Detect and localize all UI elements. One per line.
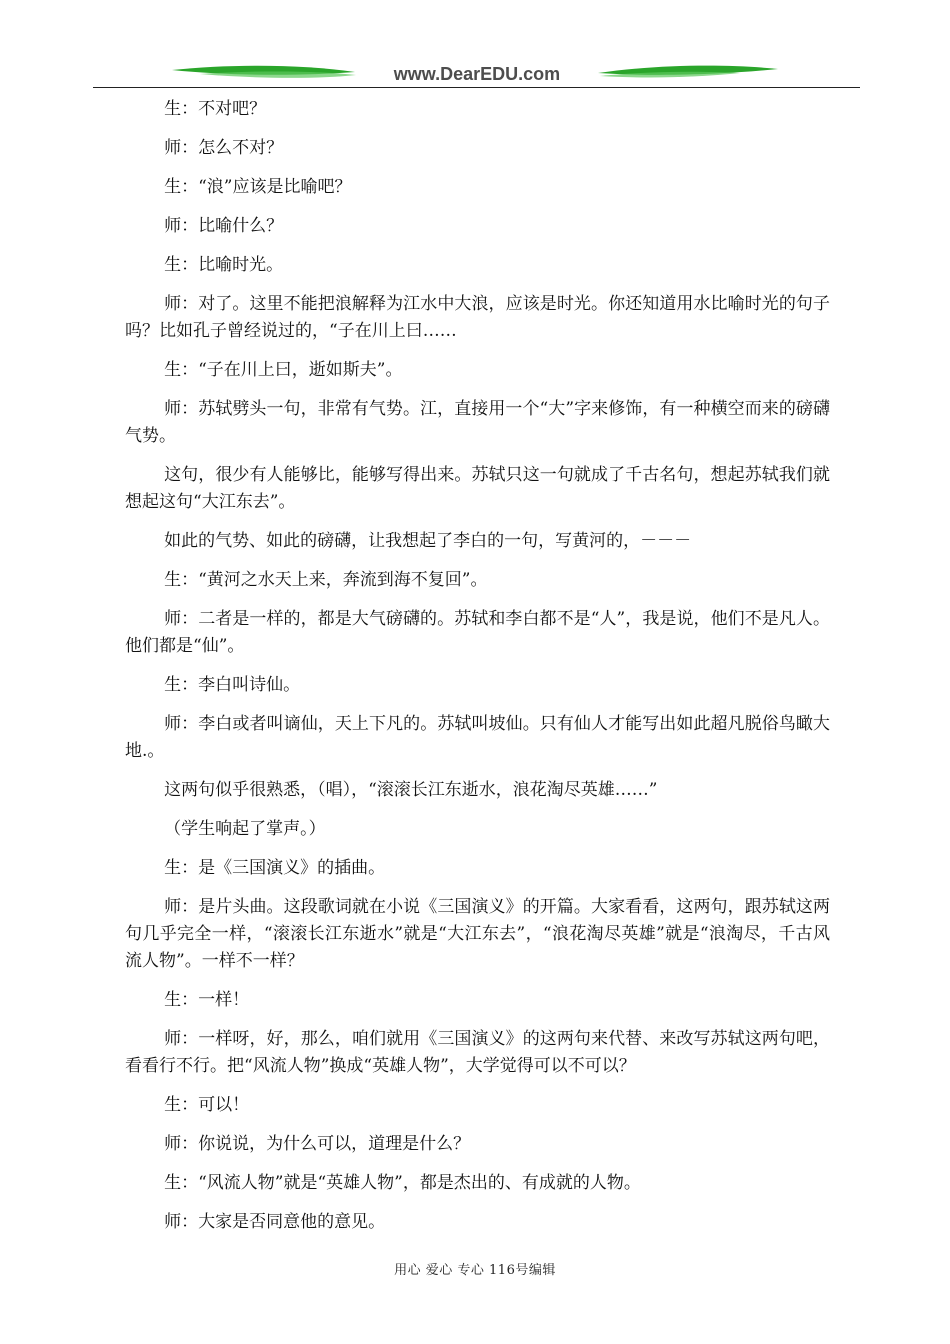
paragraph: 生：比喻时光。 (164, 255, 284, 275)
paragraph: 师：对了。这里不能把浪解释为江水中大浪，应该是时光。你还知道用水比喻时光的句子吗？比如孔子曾经说过的，“子在川上曰…… (125, 294, 830, 341)
paragraph: 师：二者是一样的，都是大气磅礴的。苏轼和李白都不是“人”，我是说，他们不是凡人。他们都是“仙”。 (125, 609, 830, 656)
paragraph: 生：不对吧？ (164, 99, 267, 119)
paragraph: 生：“风流人物”就是“英雄人物”，都是杰出的、有成就的人物。 (164, 1173, 641, 1193)
page-footer: 用心 爱心 专心 116号编辑 (394, 1263, 556, 1278)
paragraph: 师：你说说，为什么可以，道理是什么？ (164, 1134, 471, 1154)
paragraph: 生：“黄河之水天上来，奔流到海不复回”。 (164, 570, 488, 590)
paragraph: 师：苏轼劈头一句，非常有气势。江，直接用一个“大”字来修饰，有一种横空而来的磅礴气势。 (125, 399, 830, 446)
paragraph: 生：“浪”应该是比喻吧？ (164, 177, 352, 197)
paragraph: 这句，很少有人能够比，能够写得出来。苏轼只这一句就成了千古名句，想起苏轼我们就想起这句“大江东去”。 (125, 465, 830, 512)
paragraph: 师：比喻什么？ (164, 216, 284, 236)
paragraph: 师：是片头曲。这段歌词就在小说《三国演义》的开篇。大家看看，这两句，跟苏轼这两句几乎完全一样，“滚滚长江东逝水”就是“大江东去”，“浪花淘尽英雄”就是“浪淘尽，千古风流人物”。一样不一样？ (125, 897, 830, 971)
paragraph: 如此的气势、如此的磅礴，让我想起了李白的一句，写黄河的，－－－ (164, 531, 692, 551)
paragraph: 生：李白叫诗仙。 (164, 675, 301, 695)
site-logo-text: www.DearEDU.com (393, 64, 561, 84)
paragraph: 师：怎么不对？ (164, 138, 284, 158)
header-divider (93, 87, 860, 88)
paragraph: 生：一样！ (164, 990, 250, 1010)
paragraph: 师：李白或者叫谪仙，天上下凡的。苏轼叫坡仙。只有仙人才能写出如此超凡脱俗鸟瞰大地.。 (125, 714, 830, 761)
document-body (125, 96, 830, 1248)
paragraph: 生：可以！ (164, 1095, 250, 1115)
paragraph: 师：大家是否同意他的意见。 (164, 1212, 386, 1232)
page-header (0, 52, 950, 102)
paragraph: （学生响起了掌声。） (164, 819, 326, 839)
paragraph: 生：是《三国演义》的插曲。 (164, 858, 386, 878)
paragraph: 这两句似乎很熟悉，（唱），“滚滚长江东逝水，浪花淘尽英雄……” (164, 780, 658, 800)
paragraph: 师：一样呀，好，那么，咱们就用《三国演义》的这两句来代替、来改写苏轼这两句吧，看看行不行。把“风流人物”换成“英雄人物”，大学觉得可以不可以？ (125, 1029, 830, 1076)
paragraph: 生：“子在川上曰，逝如斯夫”。 (164, 360, 403, 380)
